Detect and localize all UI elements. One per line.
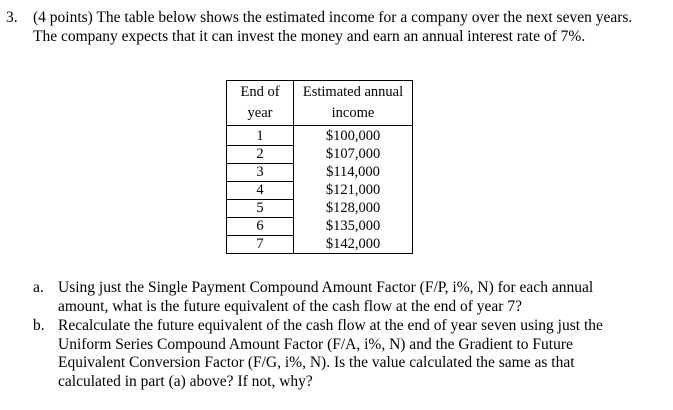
year-cell: 5: [227, 200, 294, 218]
table-row: [227, 218, 413, 236]
table-header-row: [227, 81, 413, 126]
table-row: [227, 126, 413, 146]
table-row: [227, 182, 413, 200]
table-row: [227, 236, 413, 254]
problem-text: (4 points) The table below shows the estimated income for a company over the next seven years. The company expects that it can invest the money and earn an annual interest rate of 7%.: [33, 9, 633, 45]
part-a: [33, 279, 633, 316]
part-text: Recalculate the future equivalent of the cash flow at the end of year seven using just the Uniform Series Compound Amount Factor (F/A, i%, N) and the Gradient to Future Equivalent Conversion Factor (F/G, i%, N). Is the value calculated the same as that calculated in part (a) above? If not, why?: [58, 317, 603, 390]
income-cell: $114,000: [294, 164, 413, 182]
year-cell: 6: [227, 218, 294, 236]
income-cell: $100,000: [294, 126, 413, 146]
income-table: [226, 80, 413, 254]
problem-statement: [6, 9, 666, 46]
year-cell: 7: [227, 236, 294, 254]
year-cell: 4: [227, 182, 294, 200]
income-cell: $107,000: [294, 146, 413, 164]
year-cell: 2: [227, 146, 294, 164]
part-letter: a.: [33, 279, 44, 296]
income-cell: $135,000: [294, 218, 413, 236]
header-income-line-2: income: [331, 105, 375, 121]
income-cell: $142,000: [294, 236, 413, 254]
part-b: [33, 317, 633, 391]
problem-number: 3.: [6, 9, 18, 26]
table-row: [227, 146, 413, 164]
table-row: [227, 200, 413, 218]
year-cell: 1: [227, 126, 294, 146]
table-row: [227, 164, 413, 182]
year-cell: 3: [227, 164, 294, 182]
part-text: Using just the Single Payment Compound Amount Factor (F/P, i%, N) for each annual amount, what is the future equivalent of the cash flow at the end of year 7?: [58, 279, 594, 315]
income-cell: $121,000: [294, 182, 413, 200]
question-parts: [33, 279, 633, 392]
income-cell: $128,000: [294, 200, 413, 218]
header-estimated-income: [294, 81, 413, 126]
part-letter: b.: [33, 317, 45, 334]
header-income-line-1: Estimated annual: [302, 84, 404, 100]
header-year-line-2: year: [247, 105, 273, 121]
header-end-of-year: [227, 81, 294, 126]
header-year-line-1: End of: [240, 84, 280, 100]
